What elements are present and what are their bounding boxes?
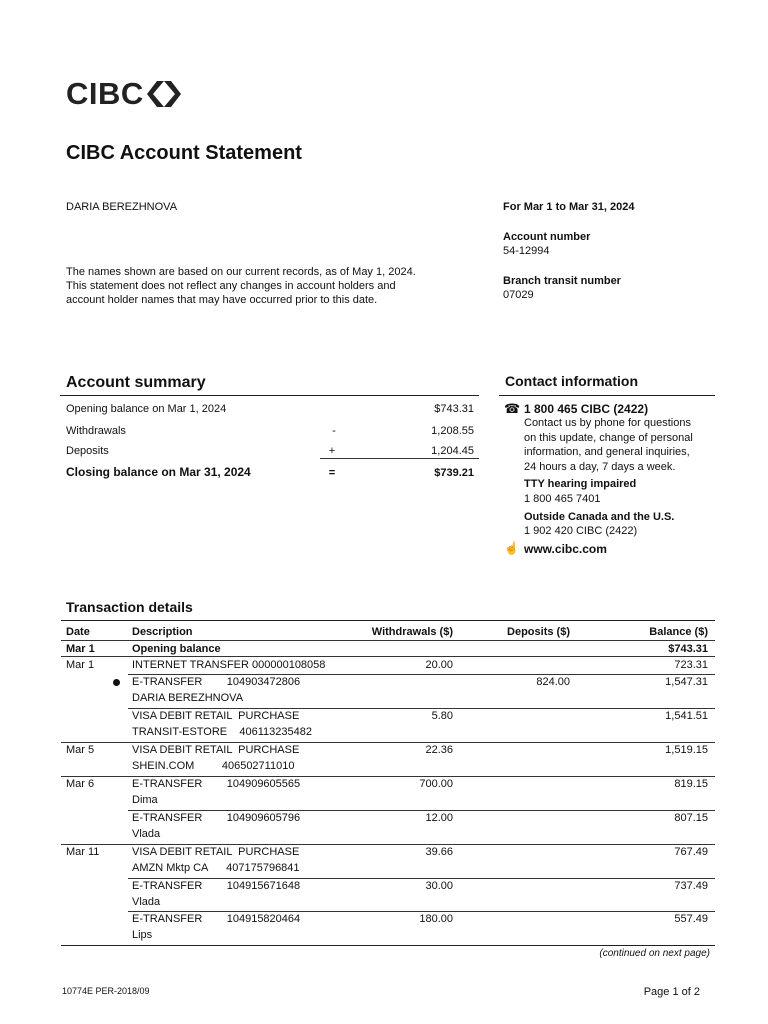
tx-description-line2: Lips (132, 929, 153, 941)
withdrawals-amount: 1,208.55 (431, 425, 474, 437)
phone-desc-line: 24 hours a day, 7 days a week. (524, 460, 676, 473)
account-number: 54-12994 (503, 245, 550, 257)
tx-description-line2: DARIA BEREZHNOVA (132, 692, 244, 704)
tx-date: Mar 5 (66, 744, 95, 756)
tx-balance: 1,519.15 (665, 744, 708, 756)
outside-canada-number[interactable]: 1 902 420 CIBC (2422) (524, 525, 638, 537)
phone-number[interactable]: 1 800 465 CIBC (2422) (524, 402, 649, 416)
account-number-label: Account number (503, 231, 591, 243)
pointer-hand-icon: ☝ (504, 541, 519, 555)
tx-description-line2: Vlada (132, 828, 161, 840)
tty-label: TTY hearing impaired (524, 478, 637, 490)
transit-label: Branch transit number (503, 275, 621, 287)
bullet-marker-icon (113, 679, 120, 686)
opening-row-description: Opening balance (132, 643, 221, 655)
deposits-label: Deposits (66, 445, 109, 457)
tx-description-line1: E-TRANSFER 104915671648 (132, 880, 301, 892)
tx-withdrawal: 20.00 (425, 659, 453, 671)
col-date: Date (66, 626, 90, 638)
form-code: 10774E PER-2018/09 (62, 986, 150, 996)
tx-description-line2: AMZN Mktp CA 407175796841 (132, 862, 300, 874)
tx-balance: 1,547.31 (665, 676, 708, 688)
tx-balance: 723.31 (674, 659, 708, 671)
transactions-bottom-rule (61, 945, 715, 946)
closing-balance-sign: = (328, 467, 336, 479)
names-notice (66, 265, 466, 307)
summary-total-rule (320, 458, 479, 459)
tx-withdrawal: 12.00 (425, 812, 453, 824)
page-title: CIBC Account Statement (66, 142, 302, 164)
phone-desc-line: on this update, change of personal (524, 431, 693, 444)
phone-desc-line: information, and general inquiries, (524, 446, 690, 458)
opening-row-rule (61, 656, 715, 657)
tx-description-line1: INTERNET TRANSFER 000000108058 (132, 659, 326, 671)
tx-balance: 807.15 (674, 812, 708, 824)
tx-deposit: 824.00 (536, 676, 570, 688)
opening-balance-label: Opening balance on Mar 1, 2024 (66, 403, 227, 415)
withdrawals-sign: - (332, 425, 336, 437)
notice-line: account holder names that may have occurred prior to this date. (66, 294, 378, 306)
col-deposits: Deposits ($) (507, 626, 570, 638)
phone-icon: ☎ (504, 401, 521, 416)
cibc-chevron-icon (147, 81, 181, 107)
notice-line: The names shown are based on our current records, as of May 1, 2024. (66, 266, 416, 278)
tty-number[interactable]: 1 800 465 7401 (524, 493, 601, 505)
tx-description-line1: VISA DEBIT RETAIL PURCHASE (132, 744, 300, 756)
cibc-logo (66, 78, 181, 110)
withdrawals-label: Withdrawals (66, 425, 126, 437)
tx-date: Mar 1 (66, 659, 95, 671)
phone-desc-line: Contact us by phone for questions (524, 417, 691, 429)
tx-description-line1: VISA DEBIT RETAIL PURCHASE (132, 710, 300, 722)
tx-withdrawal: 39.66 (425, 846, 453, 858)
phone-description (524, 416, 693, 474)
tx-date: Mar 6 (66, 778, 95, 790)
tx-balance: 1,541.51 (665, 710, 708, 722)
closing-balance-amount: $739.21 (434, 467, 474, 479)
tx-description-line1: VISA DEBIT RETAIL PURCHASE (132, 846, 300, 858)
tx-date: Mar 11 (66, 846, 100, 858)
account-summary-heading: Account summary (66, 374, 206, 391)
tx-withdrawal: 5.80 (431, 710, 453, 722)
contact-heading: Contact information (505, 373, 638, 389)
col-balance: Balance ($) (649, 626, 708, 638)
page-number: Page 1 of 2 (643, 986, 700, 998)
logo-text: CIBC (66, 76, 144, 111)
tx-description-line1: E-TRANSFER 104903472806 (132, 676, 301, 688)
tx-description-line1: E-TRANSFER 104909605565 (132, 778, 301, 790)
statement-period: For Mar 1 to Mar 31, 2024 (503, 201, 635, 213)
opening-row-balance: $743.31 (668, 643, 708, 655)
tx-withdrawal: 700.00 (419, 778, 453, 790)
col-description: Description (132, 626, 193, 638)
opening-row-date: Mar 1 (66, 643, 95, 655)
transit-number: 07029 (503, 289, 534, 301)
deposits-amount: 1,204.45 (431, 445, 474, 457)
tx-balance: 557.49 (674, 913, 708, 925)
closing-balance-label: Closing balance on Mar 31, 2024 (66, 465, 251, 479)
summary-top-rule (60, 395, 479, 396)
tx-description-line1: E-TRANSFER 104915820464 (132, 913, 301, 925)
tx-description-line2: Dima (132, 794, 158, 806)
tx-withdrawal: 30.00 (425, 880, 453, 892)
notice-line: This statement does not reflect any changes in account holders and (66, 280, 396, 292)
tx-description-line2: SHEIN.COM 406502711010 (132, 760, 295, 772)
col-withdrawals: Withdrawals ($) (371, 626, 453, 638)
tx-balance: 767.49 (674, 846, 708, 858)
tx-balance: 819.15 (674, 778, 708, 790)
contact-top-rule (499, 395, 715, 396)
deposits-sign: + (328, 445, 336, 457)
header-rule (61, 640, 715, 641)
customer-name: DARIA BEREZHNOVA (66, 201, 178, 213)
tx-balance: 737.49 (674, 880, 708, 892)
tx-description-line2: Vlada (132, 896, 161, 908)
tx-withdrawal: 180.00 (419, 913, 453, 925)
website-link[interactable]: www.cibc.com (524, 542, 607, 556)
tx-description-line2: TRANSIT-ESTORE 406113235482 (132, 726, 312, 738)
outside-canada-label: Outside Canada and the U.S. (524, 511, 675, 523)
transactions-top-rule (61, 620, 715, 621)
continued-note: (continued on next page) (599, 948, 710, 959)
tx-withdrawal: 22.36 (425, 744, 453, 756)
opening-balance-amount: $743.31 (434, 403, 474, 415)
tx-description-line1: E-TRANSFER 104909605796 (132, 812, 301, 824)
transaction-details-heading: Transaction details (66, 599, 193, 615)
